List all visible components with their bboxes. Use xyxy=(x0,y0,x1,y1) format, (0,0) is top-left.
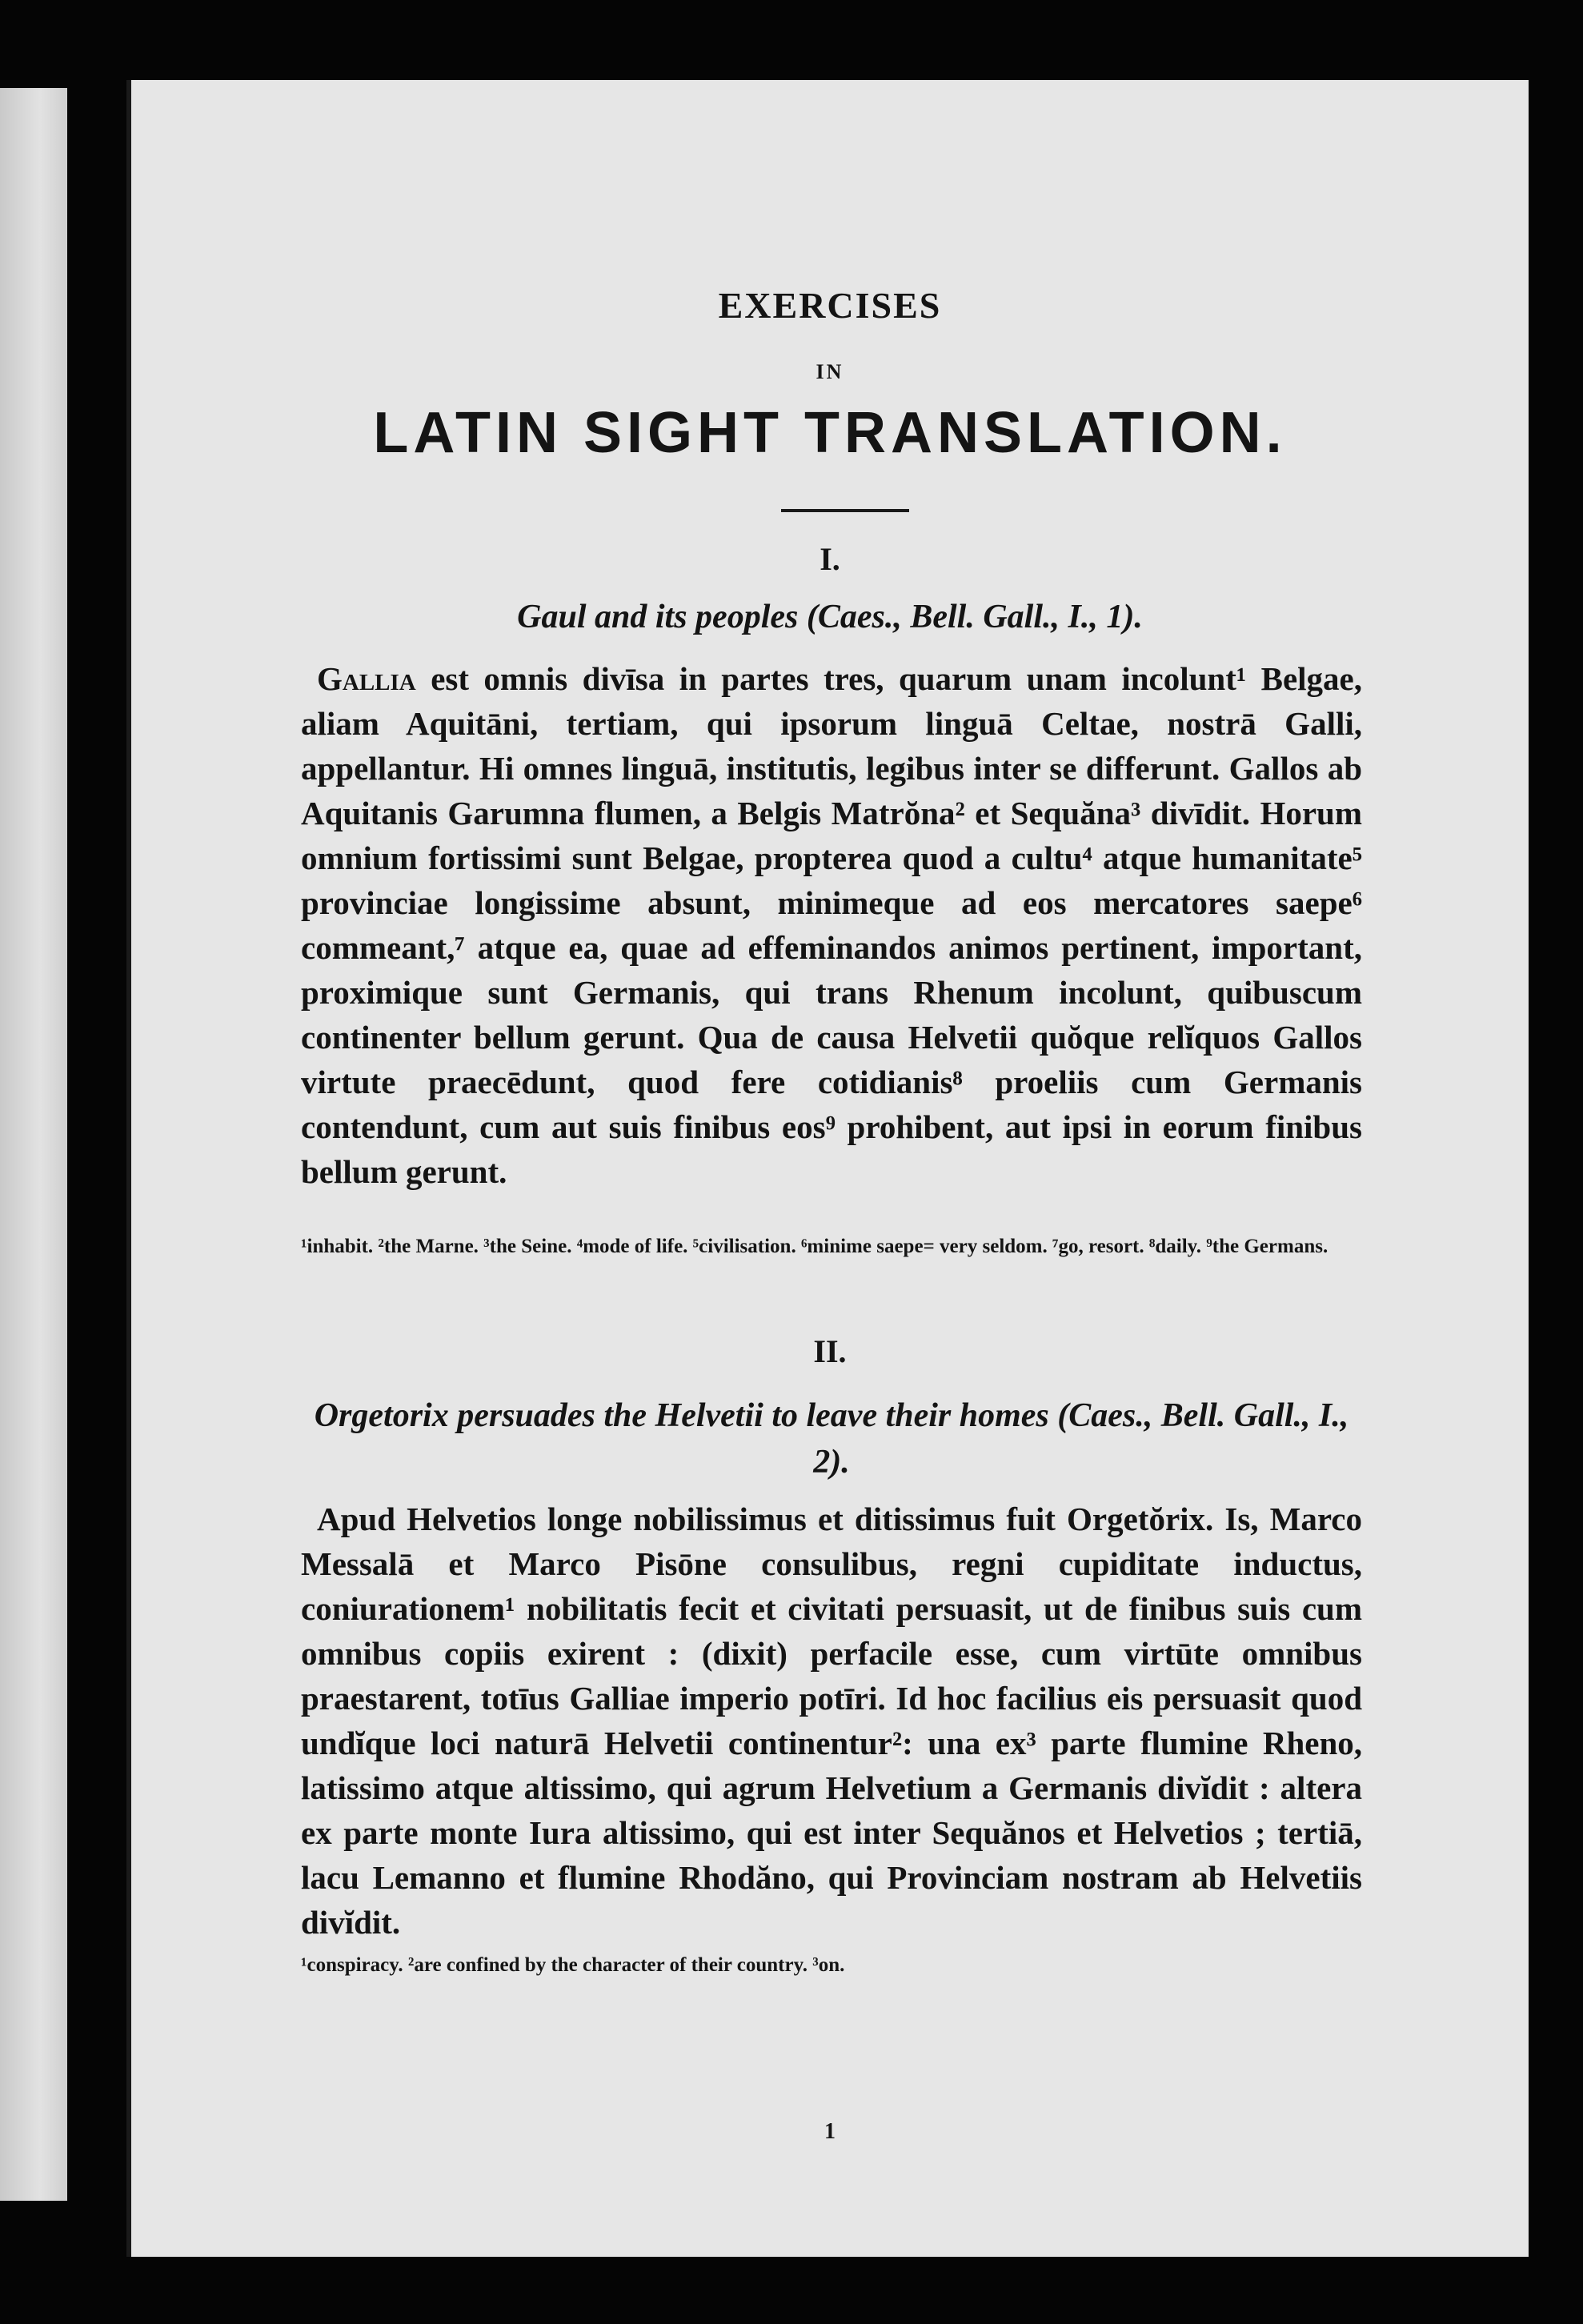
page-title: LATIN SIGHT TRANSLATION. xyxy=(373,401,1287,465)
section-2-footnotes: ¹conspiracy. ²are confined by the character of their country. ³on. xyxy=(301,1954,845,1976)
section-1-numeral: I. xyxy=(820,541,840,577)
section-1-first-word: Gallia xyxy=(317,660,416,697)
title-exercises: EXERCISES xyxy=(718,285,942,326)
section-1-footnotes: ¹inhabit. ²the Marne. ³the Seine. ⁴mode of life. ⁵civilisation. ⁶minime saepe= very seldom. ⁷go, resort. ⁸daily. ⁹the Germans. xyxy=(301,1236,1329,1257)
title-divider xyxy=(781,509,909,512)
book-page xyxy=(126,80,1529,2257)
section-1-heading: Gaul and its peoples (Caes., Bell. Gall., I., 1). xyxy=(517,599,1143,635)
section-2-heading: Orgetorix persuades the Helvetii to leave their homes (Caes., Bell. Gall., I., 2). xyxy=(314,1397,1349,1481)
section-2-paragraph: Apud Helvetios longe nobilissimus et ditissimus fuit Orgetŏrix. Is, Marco Messalā et Marco Pisōne consulibus, regni cupiditate inductus, coniurationem¹ nobilitatis fecit et civitati persuasit, ut de finibus suis cum omnibus copiis exirent : (dixit) perfacile esse, cum virtūte omnibus praestarent, totīus Galliae imperio potīri. Id hoc facilius eis persuasit quod undĭque loci naturā Helvetii continentur²: una ex³ parte flumine Rheno, latissimo atque altissimo, qui agrum Helvetium a Germanis divĭdit : altera ex parte monte Iura altissimo, qui est inter Sequănos et Helvetios ; tertiā, lacu Lemanno et flumine Rhodăno, qui Provinciam nostram ab Helvetiis divĭdit. xyxy=(301,1501,1362,1941)
section-1-text: est omnis divīsa in partes tres, quarum unam incolunt¹ Belgae, aliam Aquitāni, tertiam, qui ipsorum linguā Celtae, nostrā Galli, appellantur. Hi omnes linguā, institutis, legibus inter se differunt. Gallos ab Aquitanis Garumna flumen, a Belgis Matrŏna² et Sequăna³ divīdit. Horum omnium fortissimi sunt Belgae, propterea quod a cultu⁴ atque humanitate⁵ provinciae longissime absunt, minimeque ad eos mercatores saepe⁶ commeant,⁷ atque ea, quae ad effeminandos animos pertinent, important, proximique sunt Germanis, qui trans Rhenum incolunt, quibuscum continenter bellum gerunt. Qua de causa Helvetii quŏque relĭquos Gallos virtute praecēdunt, quod fere cotidianis⁸ proeliis cum Germanis contendunt, cum aut suis finibus eos⁹ prohibent, aut ipsi in eorum finibus bellum gerunt. xyxy=(301,660,1362,1190)
title-in: IN xyxy=(816,360,844,383)
section-1-paragraph xyxy=(301,656,1362,1194)
page-number: 1 xyxy=(824,2119,836,2144)
section-2-numeral: II. xyxy=(813,1333,847,1369)
facing-page-edge xyxy=(0,88,67,2201)
